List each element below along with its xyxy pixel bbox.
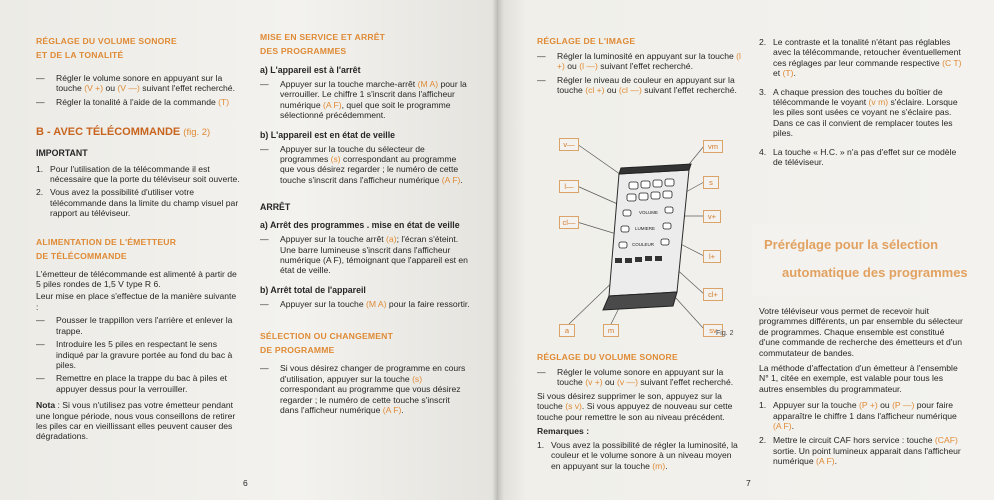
list-item: — Appuyer sur la touche (M A) pour la faire ressortir. — [260, 298, 470, 309]
page-number: 7 — [746, 478, 751, 488]
note-label: Nota — [36, 400, 56, 411]
volume-column — [537, 350, 741, 474]
text: . — [834, 456, 838, 467]
remote-control-figure — [559, 134, 739, 344]
heading-line: ALIMENTATION DE L'ÉMETTEUR — [36, 236, 177, 247]
subheading: b) Arrêt total de l'appareil — [260, 284, 366, 295]
text: suivant l'effet recherché. — [597, 61, 693, 72]
list-item: 4. La touche « H.C. » n'a pas d'effet sur ce modèle de téléviseur. — [759, 146, 957, 168]
text: suivant l'effet recherché. — [641, 85, 737, 96]
remote-label-couleur: COULEUR — [632, 242, 655, 247]
text: Si vous désirez supprimer le son, appuyez sur la touche — [537, 390, 722, 412]
banner-title-line2: automatique des programmes — [782, 265, 968, 280]
text: Le contraste et la tonalité n'étant pas réglables avec la télécommande, retoucher éventuellement ces réglages par leur commande respective — [773, 37, 961, 68]
fig-label-s: s — [703, 176, 719, 189]
list-item: — Introduire les 5 piles en respectant le sens indiqué par la gravure portée au fond du bac à piles. — [36, 339, 233, 370]
text: . — [665, 460, 668, 471]
important-heading: IMPORTANT — [36, 147, 88, 158]
key-ref: (cl +) — [585, 85, 605, 96]
power-supply-heading — [36, 235, 240, 263]
text: . — [460, 174, 463, 185]
remote-label-lumiere: LUMIERE — [635, 226, 656, 231]
list-item: 2. Le contraste et la tonalité n'étant pas réglables avec la télécommande, retoucher éventuellement ces réglages par leur commande respective (C T) et (T). — [759, 37, 962, 79]
text: Appuyer sur la touche marche-arrêt — [280, 79, 418, 89]
text: ou — [602, 377, 617, 388]
heading-line: DES PROGRAMMES — [260, 46, 347, 56]
key-ref: (m) — [652, 460, 666, 471]
notes-column — [759, 34, 965, 170]
fig-label-m: m — [603, 324, 619, 337]
text: . — [401, 404, 404, 415]
text: ou — [604, 85, 619, 96]
key-ref: (s) — [330, 154, 341, 165]
heading-line: RÉGLAGE DU VOLUME SONORE — [36, 36, 177, 46]
heading-line: MISE EN SERVICE ET ARRÊT — [260, 32, 386, 42]
list-item: 1. Pour l'utilisation de la télécommande il est nécessaire que la porte du téléviseur soit ouverte. — [36, 163, 240, 185]
text: Si vous désirez changer de programme en cours d'utilisation, appuyer sur la touche — [280, 363, 466, 384]
list-item: 2. Vous avez la possibilité d'utiliser votre télécommande dans la limite du champ visuel par rapport au téléviseur. — [36, 187, 239, 219]
key-ref: (A F) — [441, 174, 461, 185]
text: A chaque pression des touches du boîtier de télécommande le voyant — [773, 86, 943, 108]
text: Régler la luminosité en appuyant sur la touche — [557, 51, 737, 61]
text: pour la verrouiller. Le chiffre 1 s'inscrit dans l'afficheur numérique — [280, 79, 467, 110]
fig-label-l-plus: l+ — [703, 250, 721, 263]
text: ou — [103, 83, 118, 94]
list-item: — Régler le niveau de couleur en appuyant sur la touche (cl +) ou (cl —) suivant l'effet recherché. — [537, 74, 737, 96]
text: La touche « H.C. » n'a pas d'effet sur ce modèle de téléviseur. — [773, 146, 957, 168]
key-ref: (V —) — [117, 83, 140, 94]
text: , quel que soit le programme sélectionné précédemment. — [280, 99, 451, 121]
fig-label-v-minus: v— — [559, 138, 579, 151]
volume-tone-heading — [36, 34, 240, 62]
list-item: — Appuyer sur la touche arrêt (a); l'écran s'éteint. Une barre lumineuse s'inscrit dans l'afficheur numérique (A F), témoignant que l'appareil est en état de veille. — [260, 234, 468, 276]
remote-control-illustration — [559, 134, 739, 344]
list-item: — Remettre en place la trappe du bac à piles et appuyer dessus pour la verrouiller. — [36, 373, 228, 394]
key-ref: (a) — [386, 234, 397, 245]
list-item: 3. A chaque pression des touches du boîtier de télécommande le voyant (v m) s'éclaire. Lorsque les piles sont usées ce voyant ne s'éclaire pas. Dans ce cas il convient de remplacer toutes les piles. — [759, 86, 958, 139]
key-ref: (v +) — [585, 377, 603, 388]
list-item: — Régler le volume sonore en appuyant sur la touche (v +) ou (v —) suivant l'effet recherché. — [537, 367, 734, 388]
paragraph: Leur mise en place s'effectue de la manière suivante : — [36, 291, 237, 312]
list-item: — Si vous désirez changer de programme en cours d'utilisation, appuyer sur la touche (s) correspondant au programme que vous désirez regarder ; le numéro de cette touche s'inscrit dans l'afficheur numérique (A F). — [260, 363, 466, 415]
list-item: — Pousser le trappillon vers l'arrière et enlever la trappe. — [36, 315, 233, 336]
list-item: — Appuyer sur la touche marche-arrêt (M A) pour la verrouiller. Le chiffre 1 s'inscrit dans l'afficheur numérique (A F), quel que soit le programme sélectionné précédemment. — [260, 79, 467, 121]
note — [36, 400, 240, 442]
text: Appuyer sur la touche arrêt — [280, 234, 387, 245]
text: Pour l'utilisation de la télécommande il est nécessaire que la porte du téléviseur soit ouverte. — [50, 163, 240, 185]
banner-title-line1: Préréglage pour la sélection — [764, 237, 939, 252]
key-ref: (l +) — [557, 51, 741, 72]
text: Appuyer sur la touche du sélecteur de programmes — [280, 143, 425, 165]
paragraph: Votre téléviseur vous permet de recevoir huit programmes différents, un par ensemble du sélecteur de programmes. Chaque ensemble est constitué d'une commande de recherche des émetteurs et d'un commutateur de bandes. — [759, 306, 963, 358]
figure-caption: Fig. 2 — [716, 330, 734, 337]
heading-line: SÉLECTION OU CHANGEMENT — [260, 331, 394, 342]
fig-label-vm: vm — [703, 140, 723, 153]
text: Vous avez la possibilité d'utiliser votre télécommande dans la limite du champ visuel par rapport au téléviseur. — [50, 187, 239, 219]
text: Régler le volume sonore en appuyant sur la touche — [56, 73, 223, 94]
list-item: — Appuyer sur la touche du sélecteur de programmes (s) correspondant au programme que vous désirez regarder ; le numéro de cette touche s'inscrit dans l'afficheur numérique (A F). — [260, 143, 463, 185]
volume-heading: RÉGLAGE DU VOLUME SONORE — [537, 352, 678, 362]
text: Vous avez la possibilité de régler la luminosité, la couleur et le volume sonore à un niveau moyen en appuyant sur la touche — [551, 440, 738, 471]
key-ref: (s) — [412, 373, 423, 384]
key-ref: (A F) — [323, 99, 342, 110]
text: ; l'écran s'éteint. Une barre lumineuse s'inscrit dans l'afficheur numérique (A F), témoignant que l'appareil est en état de veille. — [280, 234, 468, 276]
text: . — [793, 68, 796, 79]
text: correspondant au programme que vous désirez regarder ; le numéro de cette touche s'inscrit dans l'afficheur numérique — [280, 154, 459, 185]
power-on-heading — [260, 30, 470, 58]
text: : Si vous n'utilisez pas votre émetteur pendant une longue période, nous vous conseillons de retirer les piles car en vieillissant elles peuvent causer des dégradations. — [36, 400, 236, 442]
remote-body — [603, 164, 691, 310]
program-change-heading — [260, 329, 470, 357]
list-item: 1. Appuyer sur la touche (P +) ou (P —) pour faire apparaître le chiffre 1 dans l'afficheur numérique (A F). — [759, 400, 957, 432]
heading-line: DE TÉLÉCOMMANDE — [36, 250, 127, 261]
heading-line: ET DE LA TONALITÉ — [36, 50, 124, 60]
preset-column — [759, 304, 965, 470]
text: . Si vous appuyez de nouveau sur cette touche pour remettre le son au niveau précédent. — [537, 401, 733, 422]
list-item: 2. Mettre le circuit CAF hors service : touche (CAF) sortie. Un point lumineux apparait dans l'afficheur numérique (A F). — [759, 435, 961, 467]
text: Mettre le circuit CAF hors service : touche — [773, 435, 935, 446]
text: . — [791, 421, 795, 432]
key-ref: (CAF) — [934, 435, 958, 446]
list-item: 1. Vous avez la possibilité de régler la luminosité, la couleur et le volume sonore à un niveau moyen en appuyant sur la touche (m). — [537, 440, 738, 471]
key-ref: (s v) — [565, 401, 582, 412]
text: suivant l'effet recherché. — [139, 83, 235, 94]
key-ref: (M A) — [417, 79, 439, 89]
key-ref: (v —) — [616, 377, 638, 388]
preset-banner — [752, 224, 994, 296]
text: suivant l'effet recherché. — [638, 377, 734, 388]
list-item: — Régler la tonalité à l'aide de la commande (T) — [36, 96, 230, 107]
remote-label-volume: VOLUME — [639, 210, 659, 215]
heading-line: DE PROGRAMME — [260, 345, 335, 356]
book-gutter — [492, 0, 504, 500]
text: Remettre en place la trappe du bac à piles et appuyer dessus pour la verrouiller. — [56, 373, 228, 394]
text: pour faire apparaître le chiffre 1 dans l'afficheur numérique — [773, 400, 957, 421]
fig-label-sv: sv — [703, 324, 723, 337]
fig-label-cl-plus: cl+ — [703, 288, 723, 301]
fig-label-a: a — [559, 324, 575, 337]
text: Régler le niveau de couleur en appuyant sur la touche — [557, 74, 735, 96]
key-ref: (P +) — [859, 400, 878, 411]
key-ref: (cl —) — [618, 85, 642, 96]
paragraph — [537, 391, 741, 422]
text: Appuyer sur la touche — [773, 400, 859, 411]
key-ref: (C T) — [942, 57, 962, 68]
text: Introduire les 5 piles en respectant le sens indiqué par la gravure portée au fond du bac à piles. — [56, 339, 233, 370]
figure-ref: (fig. 2) — [183, 127, 211, 139]
key-ref: (A F) — [382, 404, 402, 415]
list-item: — Régler la luminosité en appuyant sur la touche (l +) ou (l —) suivant l'effet recherché. — [537, 51, 741, 72]
fig-label-cl-minus: cl— — [559, 216, 579, 229]
text: Pousser le trappillon vers l'arrière et enlever la trappe. — [56, 315, 233, 336]
text: Régler la tonalité à l'aide de la commande — [56, 96, 219, 107]
key-ref: (T) — [218, 96, 230, 107]
key-ref: (A F) — [773, 421, 792, 432]
key-ref: (A F) — [816, 456, 835, 467]
text: ou — [564, 61, 580, 72]
image-column — [537, 34, 741, 99]
key-ref: (M A) — [366, 298, 387, 309]
text: ou — [877, 400, 893, 411]
list-item: — Régler le volume sonore en appuyant sur la touche (V +) ou (V —) suivant l'effet recherché. — [36, 73, 235, 94]
text: Appuyer sur la touche — [280, 298, 366, 309]
text: et — [773, 68, 783, 79]
fig-label-l-minus: l— — [559, 180, 579, 193]
paragraph: L'émetteur de télécommande est alimenté à partir de 5 piles rondes de 1,5 V type R 6. — [36, 268, 237, 290]
text: pour la faire ressortir. — [386, 298, 470, 309]
remarks-heading: Remarques : — [537, 426, 590, 437]
stop-heading: ARRÊT — [260, 202, 291, 213]
page-number: 6 — [243, 478, 248, 488]
subheading: b) L'appareil est en état de veille — [260, 129, 396, 140]
text: Régler le volume sonore en appuyant sur la touche — [557, 367, 724, 388]
paragraph: La méthode d'affectation d'un émetteur à l'ensemble N° 1, citée en exemple, est valable pour tous les autres ensembles du programmateur. — [759, 363, 958, 394]
left-column — [36, 34, 240, 444]
fig-label-v-plus: v+ — [703, 210, 721, 223]
text: correspondant au programme que vous désirez regarder ; le numéro de cette touche s'inscrit dans l'afficheur numérique — [280, 384, 461, 415]
key-ref: (v m) — [868, 97, 889, 108]
remote-control-heading — [36, 127, 240, 138]
key-ref: (l —) — [579, 61, 598, 72]
key-ref: (V +) — [84, 83, 104, 94]
key-ref: (T) — [782, 68, 794, 79]
image-heading: RÉGLAGE DE L'IMAGE — [537, 36, 636, 46]
key-ref: (P —) — [892, 400, 915, 411]
heading-text: B - AVEC TÉLÉCOMMANDE — [36, 126, 181, 139]
right-column-left-page — [260, 30, 470, 418]
subheading: a) Arrêt des programmes . mise en état de veille — [260, 220, 460, 231]
subheading: a) L'appareil est à l'arrêt — [260, 65, 361, 75]
text: s'éclaire. Lorsque les piles sont usées ce voyant ne s'éclaire pas. Dans ce cas il convient de remplacer toutes les piles. — [773, 97, 958, 139]
text: sortie. Un point lumineux apparait dans l'afficheur numérique — [773, 445, 961, 467]
